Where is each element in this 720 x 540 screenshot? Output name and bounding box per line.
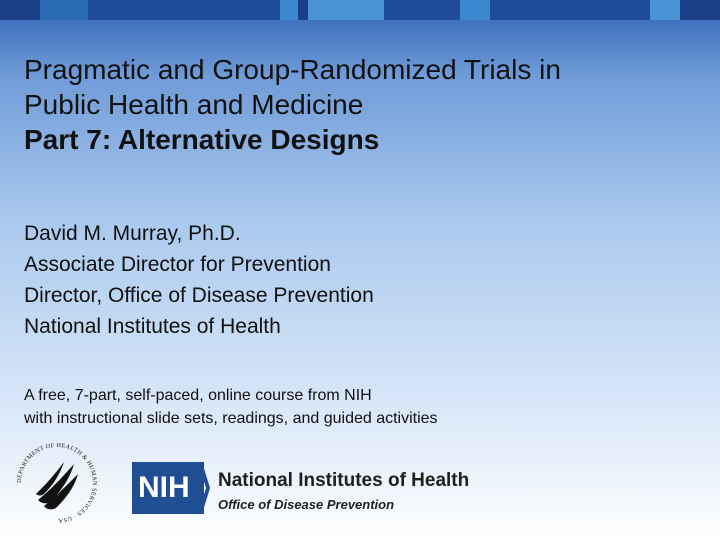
course-description [24,384,704,430]
nih-abbr: NIH [132,462,204,514]
nih-name: National Institutes of Health [218,470,470,491]
course-line-1: A free, 7-part, self-paced, online course from NIH [24,387,372,404]
hhs-seal-icon [14,440,100,526]
author-role-1: Associate Director for Prevention [24,253,331,276]
title-line-2: Public Health and Medicine [24,89,364,120]
slide-title [24,52,704,157]
nih-office: Office of Disease Prevention [218,497,395,512]
author-org: National Institutes of Health [24,315,281,338]
author-block [24,218,704,342]
hhs-ring-text: DEPARTMENT OF HEALTH & HUMAN SERVICES · USA [15,441,99,525]
author-role-2: Director, Office of Disease Prevention [24,284,374,307]
title-part: Part 7: Alternative Designs [24,124,380,155]
title-line-1: Pragmatic and Group-Randomized Trials in [24,54,561,85]
author-name: David M. Murray, Ph.D. [24,222,241,245]
nih-logo [132,462,472,514]
top-color-bar [0,0,720,20]
nih-chevron-icon [198,462,210,514]
course-line-2: with instructional slide sets, readings, and guided activities [24,410,438,427]
